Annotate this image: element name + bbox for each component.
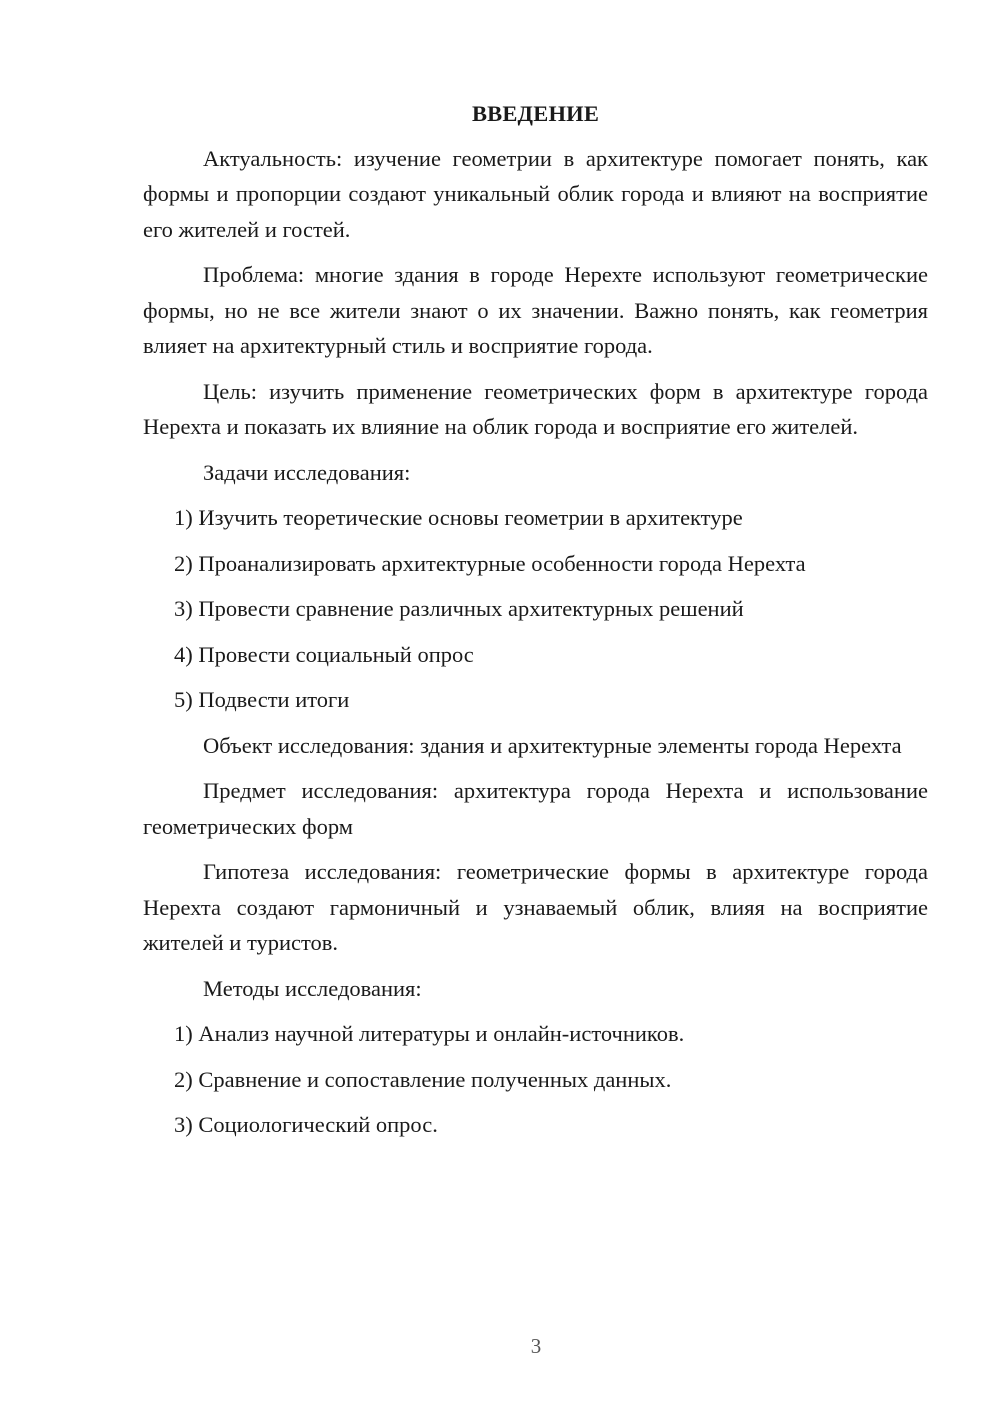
task-item: 3) Провести сравнение различных архитектурных решений (174, 596, 744, 621)
object-paragraph: Объект исследования: здания и архитектурные элементы города Нерехта (203, 732, 902, 758)
hypothesis-paragraph: Гипотеза исследования: геометрические формы в архитектуре города Нерехта создают гармоничный и узнаваемый облик, влияя на восприятие жителей и туристов. (143, 859, 928, 955)
goal-paragraph: Цель: изучить применение геометрических форм в архитектуре города Нерехта и показать их влияние на облик города и восприятие его жителей. (143, 378, 928, 439)
subject-paragraph: Предмет исследования: архитектура города Нерехта и использование геометрических форм (143, 778, 928, 839)
task-item: 5) Подвести итоги (174, 687, 350, 712)
method-item: 3) Социологический опрос. (174, 1112, 438, 1137)
task-item: 4) Провести социальный опрос (174, 641, 474, 667)
page-number: 3 (530, 1334, 542, 1358)
actuality-paragraph: Актуальность: изучение геометрии в архитектуре помогает понять, как формы и пропорции создают уникальный облик города и влияют на восприятие его жителей и гостей. (143, 145, 928, 242)
task-item: 1) Изучить теоретические основы геометрии в архитектуре (174, 505, 743, 530)
problem-paragraph: Проблема: многие здания в городе Нерехте используют геометрические формы, но не все жители знают о их значении. Важно понять, как геометрия влияет на архитектурный стиль и восприятие города. (143, 262, 928, 358)
section-title: ВВЕДЕНИЕ (471, 101, 600, 126)
method-item: 1) Анализ научной литературы и онлайн-источников. (174, 1021, 685, 1046)
task-item: 2) Проанализировать архитектурные особенности города Нерехта (174, 550, 806, 576)
method-item: 2) Сравнение и сопоставление полученных данных. (174, 1066, 672, 1092)
page-content (143, 96, 928, 1153)
tasks-heading: Задачи исследования: (203, 459, 411, 485)
methods-heading: Методы исследования: (203, 975, 422, 1001)
